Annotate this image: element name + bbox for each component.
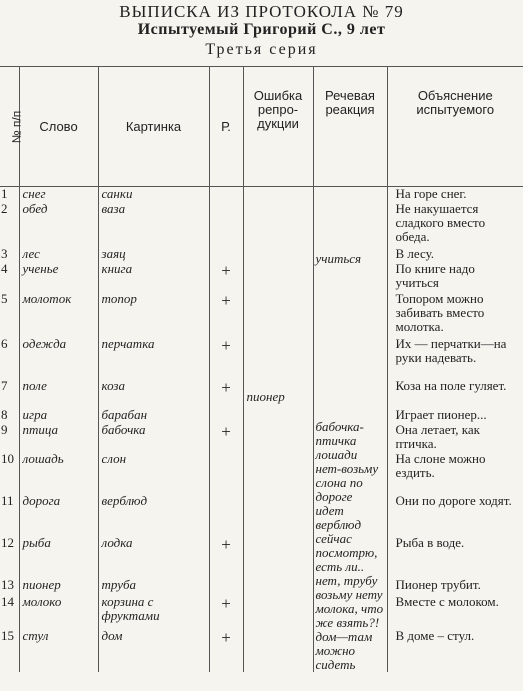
explanation-cell: Топором можно забивать вместо молотка. <box>387 292 523 337</box>
row-number: 11 <box>0 494 19 536</box>
explanation-cell: Они по дороге ходят. <box>387 494 523 536</box>
stimulus-word: молоко <box>19 595 98 629</box>
stimulus-word: снег <box>19 187 98 203</box>
stimulus-word: лес <box>19 247 98 262</box>
stimulus-word: лошадь <box>19 452 98 494</box>
stimulus-word: пионер <box>19 578 98 595</box>
reproduction-mark: + <box>209 629 243 672</box>
table-header-row <box>0 67 523 187</box>
row-number: 13 <box>0 578 19 595</box>
column-header-num: № п/п <box>0 67 19 187</box>
picture-name: ваза <box>98 202 209 247</box>
stimulus-word: дорога <box>19 494 98 536</box>
column-header-explanation: Объяснение испытуемого <box>387 67 523 187</box>
stimulus-word: одежда <box>19 337 98 379</box>
explanation-cell: Не накушается сладкого вместо обеда. <box>387 202 523 247</box>
row-number: 5 <box>0 292 19 337</box>
stimulus-word: стул <box>19 629 98 672</box>
picture-name: слон <box>98 452 209 494</box>
row-number: 10 <box>0 452 19 494</box>
column-header-picture: Картинка <box>98 67 209 187</box>
reproduction-mark <box>209 408 243 423</box>
stimulus-word: молоток <box>19 292 98 337</box>
explanation-cell: Она летает, как птичка. <box>387 423 523 453</box>
error-column <box>243 187 313 673</box>
picture-name: верблюд <box>98 494 209 536</box>
picture-name: дом <box>98 629 209 672</box>
explanation-cell: На горе снег. <box>387 187 523 203</box>
explanation-cell: Пионер трубит. <box>387 578 523 595</box>
speech-reaction-flow: бабочка-птичка лошади нет-возьму слона по дороге идет верблюд сейчас посмотрю, есть ли.. нет, трубу возьму нету молока, что же взять?! дом—там можно сидеть <box>315 419 384 672</box>
picture-name: коза <box>98 379 209 408</box>
row-number: 6 <box>0 337 19 379</box>
explanation-cell: В доме – стул. <box>387 629 523 672</box>
reproduction-mark: + <box>209 536 243 578</box>
row-number: 3 <box>0 247 19 262</box>
document-subtitle: Испытуемый Григорий С., 9 лет <box>137 21 386 38</box>
stimulus-word: поле <box>19 379 98 408</box>
column-header-error: Ошибка репро-дукции <box>243 67 313 187</box>
stimulus-word: игра <box>19 408 98 423</box>
stimulus-word: ученье <box>19 262 98 292</box>
reproduction-mark: + <box>209 423 243 453</box>
picture-name: корзина с фруктами <box>98 595 209 629</box>
reproduction-mark <box>209 202 243 247</box>
explanation-cell: В лесу. <box>387 247 523 262</box>
row-number: 1 <box>0 187 19 203</box>
stimulus-word: птица <box>19 423 98 453</box>
speech-reaction-4: учиться <box>315 251 362 266</box>
explanation-cell: Их — перчатки—на руки надевать. <box>387 337 523 379</box>
explanation-cell: Коза на поле гуляет. <box>387 379 523 408</box>
explanation-cell: Рыба в воде. <box>387 536 523 578</box>
row-number: 15 <box>0 629 19 672</box>
explanation-cell: Играет пионер... <box>387 408 523 423</box>
picture-name: топор <box>98 292 209 337</box>
reproduction-mark <box>209 247 243 262</box>
row-number: 9 <box>0 423 19 453</box>
row-number: 14 <box>0 595 19 629</box>
column-header-speech: Речевая реакция <box>313 67 387 187</box>
picture-name: книга <box>98 262 209 292</box>
stimulus-word: обед <box>19 202 98 247</box>
reproduction-mark: + <box>209 292 243 337</box>
row-number: 7 <box>0 379 19 408</box>
picture-name: труба <box>98 578 209 595</box>
stimulus-word: рыба <box>19 536 98 578</box>
reproduction-mark <box>209 494 243 536</box>
reproduction-mark <box>209 452 243 494</box>
reproduction-mark: + <box>209 262 243 292</box>
explanation-cell: По книге надо учиться <box>387 262 523 292</box>
reproduction-mark: + <box>209 337 243 379</box>
series-label: Третья серия <box>205 41 318 58</box>
reproduction-mark <box>209 578 243 595</box>
row-number: 8 <box>0 408 19 423</box>
document-title: ВЫПИСКА ИЗ ПРОТОКОЛА № 79 <box>119 2 404 21</box>
column-header-r: Р. <box>209 67 243 187</box>
table-row <box>0 187 523 203</box>
reproduction-mark: + <box>209 595 243 629</box>
row-number: 12 <box>0 536 19 578</box>
explanation-cell: Вместе с молоком. <box>387 595 523 629</box>
explanation-cell: На слоне можно ездить. <box>387 452 523 494</box>
column-header-word: Слово <box>19 67 98 187</box>
picture-name: заяц <box>98 247 209 262</box>
picture-name: санки <box>98 187 209 203</box>
picture-name: перчатка <box>98 337 209 379</box>
protocol-table <box>0 66 523 672</box>
picture-name: барабан <box>98 408 209 423</box>
reproduction-mark <box>209 187 243 203</box>
picture-name: бабочка <box>98 423 209 453</box>
picture-name: лодка <box>98 536 209 578</box>
speech-column <box>313 187 387 673</box>
row-number: 2 <box>0 202 19 247</box>
reproduction-mark: + <box>209 379 243 408</box>
error-note: пионер <box>246 389 285 404</box>
row-number: 4 <box>0 262 19 292</box>
